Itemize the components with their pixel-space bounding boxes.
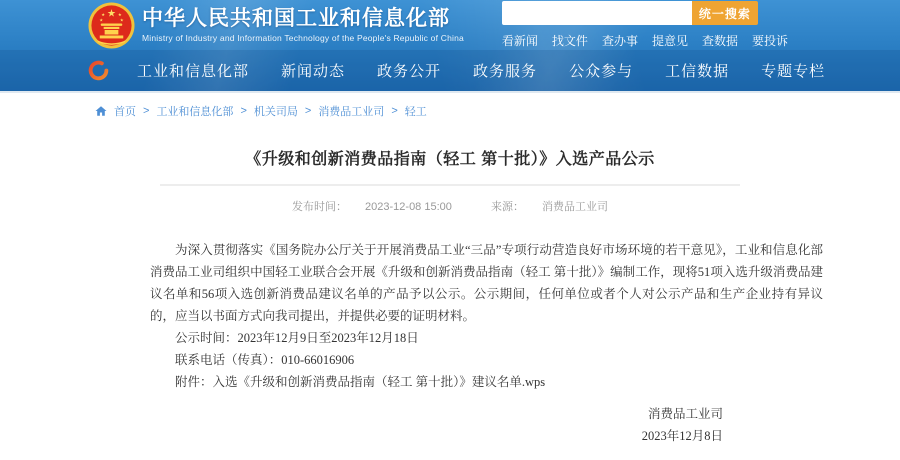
header-quick-links <box>502 32 788 49</box>
signature-date: 2023年12月8日 <box>641 429 723 443</box>
signature-department: 消费品工业司 <box>647 407 723 421</box>
article-body <box>150 239 823 447</box>
article-source: 来源： 消费品工业司 <box>490 201 608 213</box>
quick-link-suggestions[interactable]: 提意见 <box>651 34 688 48</box>
contact-line: 联系电话（传真）：010-66016906 <box>175 353 355 367</box>
brand-text <box>142 7 464 43</box>
breadcrumb-miit[interactable]: 工业和信息化部 <box>156 106 234 118</box>
nav-item-gov-services[interactable]: 政务服务 <box>473 63 538 80</box>
breadcrumb-separator: > <box>240 105 247 117</box>
breadcrumb-consumer-goods-dept[interactable]: 消费品工业司 <box>318 106 385 118</box>
search-input[interactable] <box>502 1 692 25</box>
header-topbar <box>0 0 900 50</box>
breadcrumb-separator: > <box>304 105 312 117</box>
main-nav <box>0 50 900 91</box>
site-brand[interactable] <box>88 2 464 49</box>
quick-link-data[interactable]: 查数据 <box>701 34 738 48</box>
title-divider <box>160 184 740 186</box>
nav-item-public-participation[interactable]: 公众参与 <box>569 63 634 80</box>
nav-item-miit-data[interactable]: 工信数据 <box>665 63 730 80</box>
nav-item-miit[interactable]: 工业和信息化部 <box>137 63 250 80</box>
breadcrumb <box>0 93 900 125</box>
quick-link-files[interactable]: 找文件 <box>551 34 588 48</box>
article-meta <box>0 198 900 214</box>
quick-link-services[interactable]: 查办事 <box>601 34 638 48</box>
unified-search-button[interactable]: 统一搜索 <box>692 1 758 25</box>
quick-link-complaints[interactable]: 要投诉 <box>751 34 788 48</box>
nav-item-gov-disclosure[interactable]: 政务公开 <box>377 63 442 80</box>
search-bar <box>502 1 758 25</box>
national-emblem-icon <box>88 2 135 49</box>
article-paragraph: 为深入贯彻落实《国务院办公厅关于开展消费品工业“三品”专项行动营造良好市场环境的若干意见》，工业和信息化部消费品工业司组织中国轻工业联合会开展《升级和创新消费品指南（轻工 第十批）》编制工作，现将51项入选升级消费品建议名单和56项入选创新消费品建议名单的产品予以公示。公示期间，任何单位或者个人对公示产品和生产企业持有异议的，应当以书面方式向我司提出，并提供必要的证明材料。 <box>150 243 823 323</box>
breadcrumb-home[interactable]: 首页 <box>114 106 136 118</box>
nav-item-special-columns[interactable]: 专题专栏 <box>761 63 826 80</box>
site-title: 中华人民共和国工业和信息化部 <box>142 7 450 30</box>
breadcrumb-separator: > <box>391 105 398 117</box>
attachment-line <box>150 371 823 393</box>
header-search-area <box>502 1 788 49</box>
nav-item-news[interactable]: 新闻动态 <box>281 63 346 80</box>
signature-block <box>150 403 823 447</box>
breadcrumb-light-industry[interactable]: 轻工 <box>404 106 427 118</box>
breadcrumb-departments[interactable]: 机关司局 <box>253 106 298 118</box>
breadcrumb-separator: > <box>143 105 150 117</box>
site-header <box>0 0 900 93</box>
attachment-file-link[interactable]: 入选《升级和创新消费品指南（轻工 第十批）》建议名单.wps <box>212 375 546 389</box>
article-title: 《升级和创新消费品指南（轻工 第十批）》入选产品公示 <box>245 151 655 168</box>
attachment-label: 附件： <box>175 375 213 389</box>
publish-time: 发布时间： 2023-12-08 15:00 <box>292 201 452 213</box>
home-icon[interactable] <box>95 105 107 117</box>
miit-logo-icon <box>88 60 109 81</box>
quick-link-news[interactable]: 看新闻 <box>501 34 538 48</box>
site-subtitle: Ministry of Industry and Information Technology of the People's Republic of China <box>142 33 464 43</box>
public-period-line: 公示时间：2023年12月9日至2023年12月18日 <box>175 331 419 345</box>
